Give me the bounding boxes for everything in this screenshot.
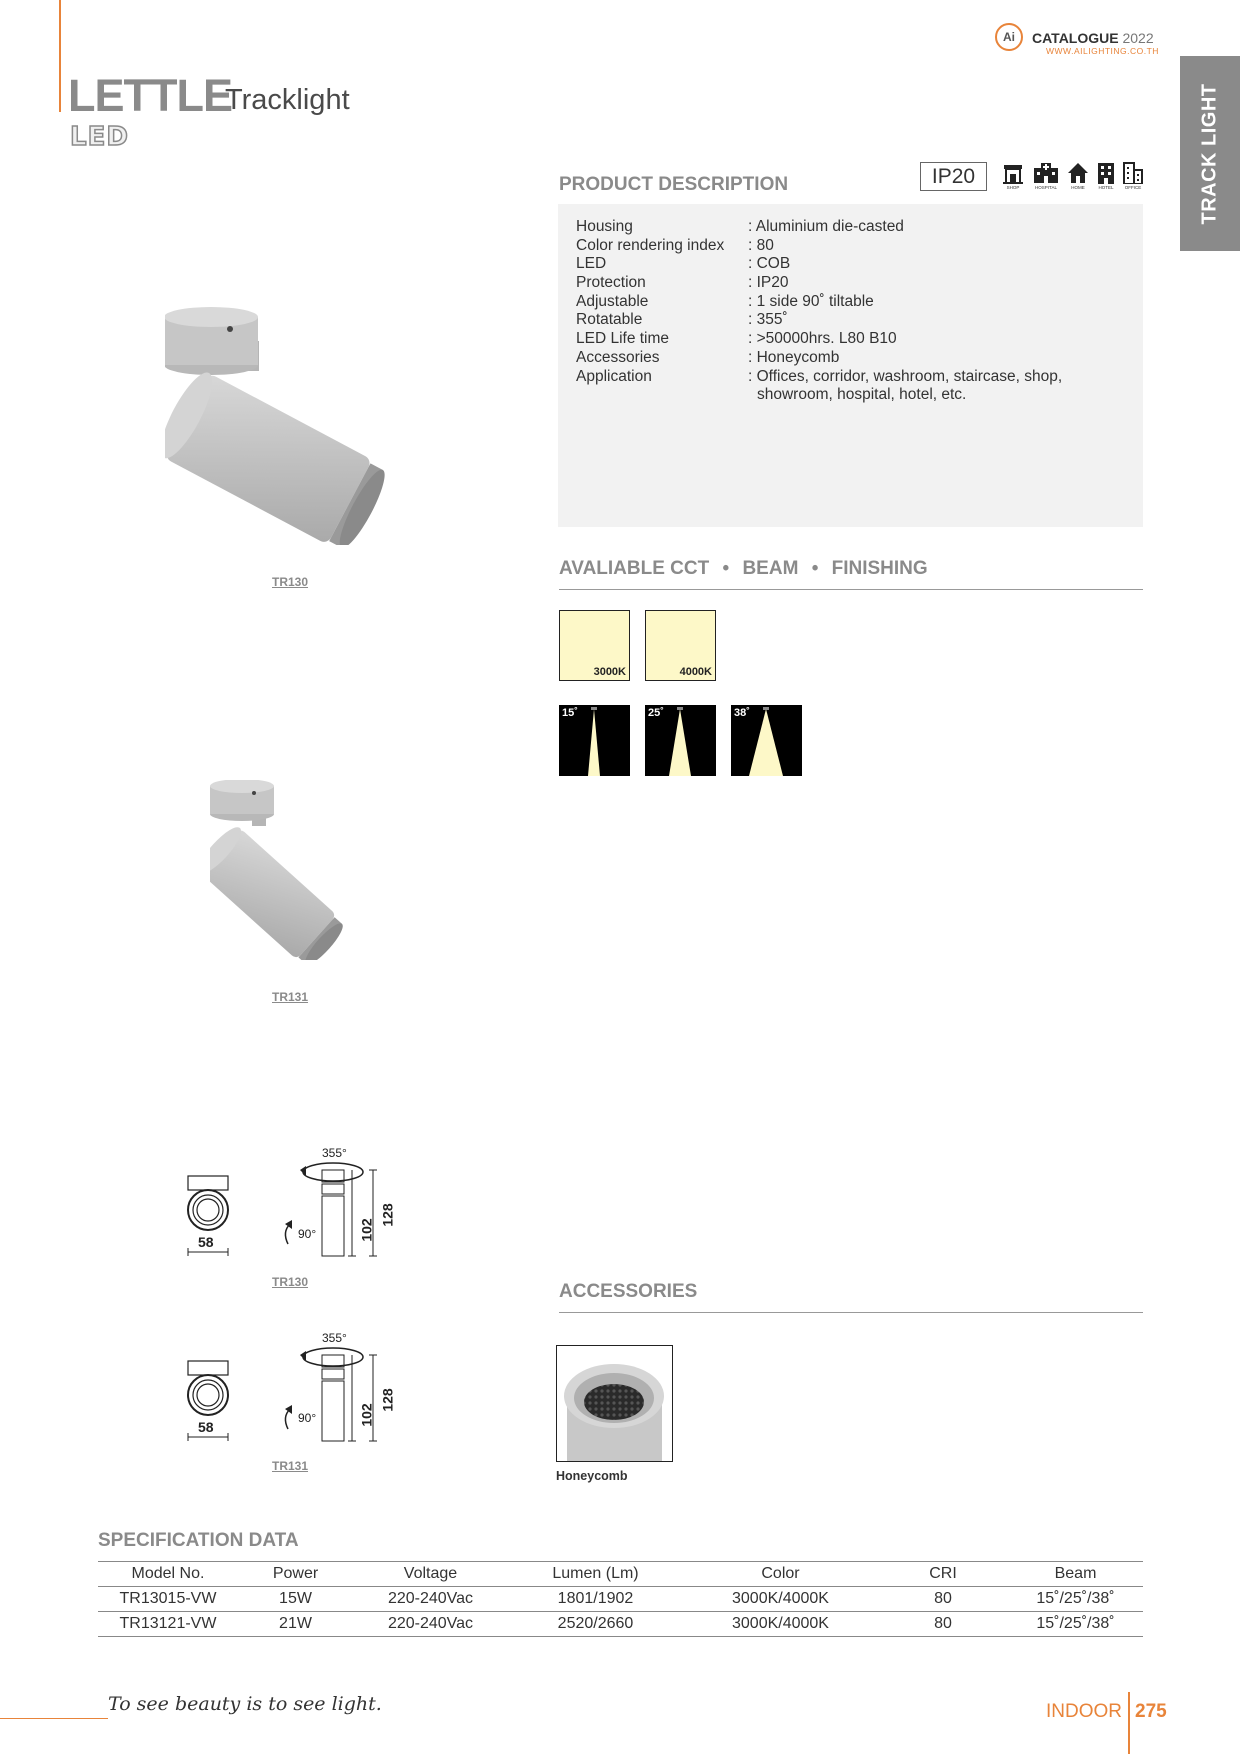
dimension-drawing-tr130 xyxy=(180,1140,410,1270)
column-header: Lumen (Lm) xyxy=(552,1565,639,1582)
table-cell: 80 xyxy=(934,1590,952,1607)
description-panel xyxy=(558,204,1143,527)
product-photo-tr130 xyxy=(165,305,425,545)
table-cell: 220-240Vac xyxy=(387,1590,474,1607)
accessories-divider xyxy=(559,1312,1143,1313)
brand-logo-icon xyxy=(995,23,1023,51)
options-divider xyxy=(559,589,1143,590)
width-label: 58 xyxy=(198,1419,214,1435)
table-cell: 3000K/4000K xyxy=(732,1615,829,1632)
tilt-angle-label: 90° xyxy=(298,1227,317,1241)
column-header: CRI xyxy=(929,1565,957,1582)
hotel-icon: HOTEL xyxy=(1096,162,1116,190)
spec-label: Adjustable xyxy=(576,293,649,310)
options-heading: AVALIABLE CCT • BEAM • FINISHING xyxy=(559,558,928,579)
footer-accent-line xyxy=(0,1718,108,1719)
rotate-angle-label: 355° xyxy=(322,1331,347,1345)
footer-divider xyxy=(1128,1692,1130,1754)
spec-data-heading: SPECIFICATION DATA xyxy=(98,1530,299,1551)
table-cell: TR13121-VW xyxy=(119,1615,217,1632)
product-caption-tr131: TR131 xyxy=(272,990,309,1004)
product-subtitle: Tracklight xyxy=(225,84,350,116)
side-tab-label: TRACK LIGHT xyxy=(1198,82,1221,225)
table-cell: 15˚/25˚/38˚ xyxy=(1036,1615,1115,1632)
table-cell: 15W xyxy=(279,1590,312,1607)
spec-value-cont: showroom, hospital, hotel, etc. xyxy=(757,386,967,403)
table-cell: 220-240Vac xyxy=(387,1615,474,1632)
spec-label: Housing xyxy=(576,218,633,235)
height-label-128: 128 xyxy=(379,1388,396,1412)
table-cell: 3000K/4000K xyxy=(732,1590,829,1607)
rotate-angle-label: 355° xyxy=(322,1146,347,1160)
beam-25-icon: 25˚ xyxy=(645,705,716,776)
finishing-heading: FINISHING xyxy=(831,558,928,579)
table-cell: 21W xyxy=(279,1615,312,1632)
logo-mark: Ai xyxy=(1003,30,1015,44)
drawing-caption-tr130: TR130 xyxy=(272,1275,309,1289)
spec-label: Color rendering index xyxy=(576,237,725,254)
spec-value: : Aluminium die-casted xyxy=(748,218,904,235)
table-row xyxy=(98,1612,1143,1637)
cct-heading: AVALIABLE CCT xyxy=(559,558,710,579)
product-title: LETTLE xyxy=(68,70,232,121)
column-header: Beam xyxy=(1054,1565,1097,1582)
side-tab xyxy=(1180,56,1240,251)
dimension-drawing-tr131 xyxy=(180,1325,410,1455)
table-cell: 2520/2660 xyxy=(557,1615,634,1632)
column-header: Model No. xyxy=(131,1565,205,1582)
website-link[interactable]: WWW.AILIGHTING.CO.TH xyxy=(1046,46,1159,56)
column-header: Voltage xyxy=(403,1565,458,1582)
product-caption-tr130: TR130 xyxy=(272,575,309,589)
spec-value: : Offices, corridor, washroom, staircase, shop, xyxy=(748,368,1063,385)
spec-label: Accessories xyxy=(576,349,660,366)
spec-value: : >50000hrs. L80 B10 xyxy=(748,330,897,347)
spec-value: : 80 xyxy=(748,237,774,254)
spec-value: : 355˚ xyxy=(748,311,788,328)
width-label: 58 xyxy=(198,1234,214,1250)
accessories-heading: ACCESSORIES xyxy=(559,1281,698,1302)
spec-label: Rotatable xyxy=(576,311,643,328)
drawing-caption-tr131: TR131 xyxy=(272,1459,309,1473)
ip-rating-badge: IP20 xyxy=(920,162,987,191)
led-badge: LED xyxy=(70,122,129,152)
accent-line xyxy=(59,0,61,112)
home-icon: HOME xyxy=(1067,162,1089,190)
accessory-label: Honeycomb xyxy=(556,1469,628,1483)
beam-heading: BEAM xyxy=(742,558,799,579)
table-cell: 15˚/25˚/38˚ xyxy=(1036,1590,1115,1607)
spec-value: : 1 side 90˚ tiltable xyxy=(748,293,874,310)
table-cell: 80 xyxy=(934,1615,952,1632)
hospital-icon: HOSPITAL xyxy=(1032,162,1060,190)
shop-icon: SHOP xyxy=(1002,162,1024,190)
catalogue-label: CATALOGUE 2022 xyxy=(1032,30,1154,46)
catalogue-year: 2022 xyxy=(1122,30,1154,46)
column-header: Color xyxy=(761,1565,800,1582)
spec-value: : Honeycomb xyxy=(748,349,840,366)
column-header: Power xyxy=(272,1565,319,1582)
height-label-102: 102 xyxy=(358,1403,375,1427)
page-number: 275 xyxy=(1135,1701,1167,1722)
cct-swatch-4000k: 4000K xyxy=(645,610,716,681)
table-header-row xyxy=(98,1562,1143,1587)
spec-label: Protection xyxy=(576,274,646,291)
height-label-128: 128 xyxy=(379,1203,396,1227)
product-photo-tr131 xyxy=(210,780,380,960)
height-label-102: 102 xyxy=(358,1218,375,1242)
table-cell: TR13015-VW xyxy=(119,1590,217,1607)
spec-value: : COB xyxy=(748,255,791,272)
section-label: INDOOR xyxy=(1046,1701,1122,1722)
office-icon: OFFICE xyxy=(1122,162,1144,190)
table-row xyxy=(98,1587,1143,1612)
spec-label: Application xyxy=(576,368,652,385)
spec-table xyxy=(98,1561,1143,1637)
beam-15-icon: 15˚ xyxy=(559,705,630,776)
beam-38-icon: 38˚ xyxy=(731,705,802,776)
spec-value: : IP20 xyxy=(748,274,789,291)
table-cell: 1801/1902 xyxy=(557,1590,634,1607)
cct-swatch-3000k: 3000K xyxy=(559,610,630,681)
tagline: To see beauty is to see light. xyxy=(108,1693,382,1715)
spec-label: LED xyxy=(576,255,607,272)
product-description-heading: PRODUCT DESCRIPTION xyxy=(559,174,789,195)
honeycomb-photo xyxy=(556,1345,673,1462)
tilt-angle-label: 90° xyxy=(298,1411,317,1425)
spec-label: LED Life time xyxy=(576,330,670,347)
